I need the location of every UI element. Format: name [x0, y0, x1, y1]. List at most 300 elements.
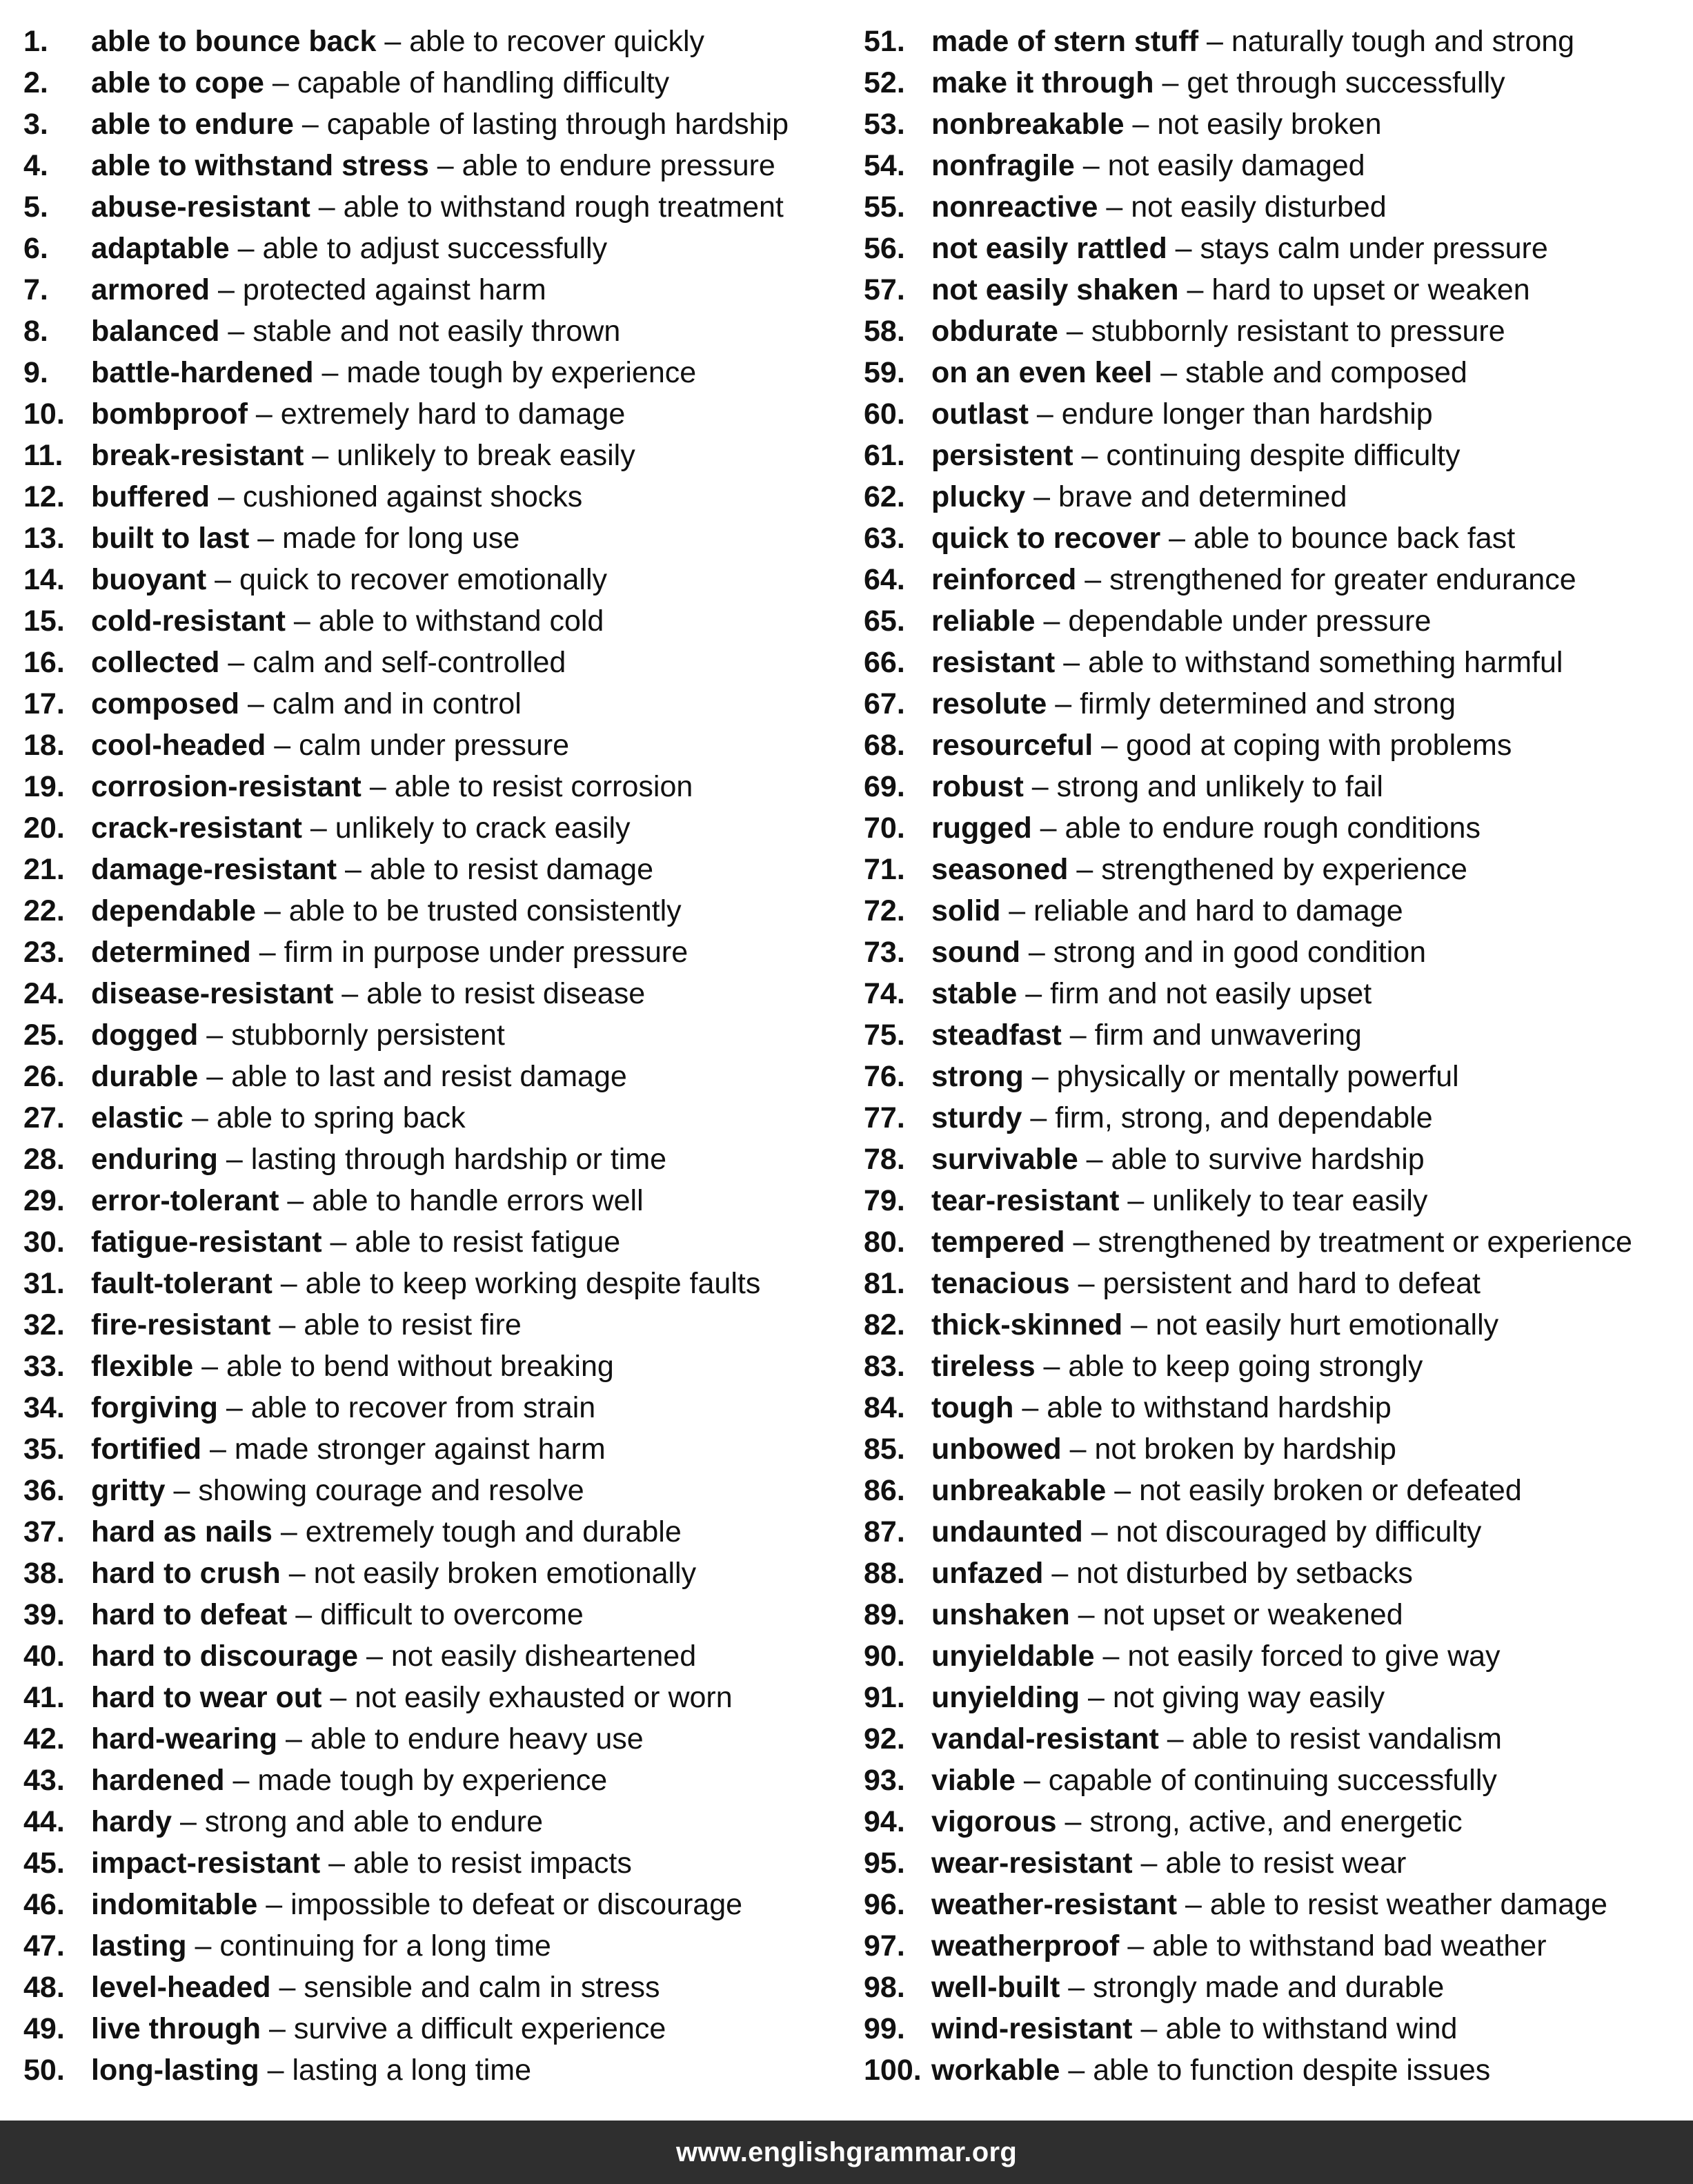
item-definition: not broken by hardship: [1094, 1433, 1396, 1466]
item-definition: able to be trusted consistently: [288, 894, 682, 927]
item-separator: –: [1154, 66, 1187, 99]
item-definition: able to bounce back fast: [1194, 522, 1516, 555]
item-separator: –: [337, 853, 370, 886]
item-separator: –: [1122, 1308, 1156, 1341]
item-separator: –: [1056, 1805, 1090, 1838]
item-term: robust: [931, 770, 1024, 803]
item-term: fire-resistant: [91, 1308, 271, 1341]
item-number: 6.: [23, 232, 48, 265]
item-term: unyieldable: [931, 1640, 1095, 1673]
item-definition: firm and unwavering: [1094, 1019, 1362, 1052]
item-number: 33.: [23, 1350, 65, 1383]
list-item: [23, 1677, 838, 1718]
item-number: 20.: [23, 811, 65, 845]
list-item: [864, 104, 1685, 145]
item-number: 61.: [864, 439, 905, 472]
list-item: [23, 849, 838, 890]
list-item: [23, 435, 838, 476]
item-term: able to bounce back: [91, 25, 377, 58]
item-definition: not easily hurt emotionally: [1155, 1308, 1499, 1341]
item-number: 68.: [864, 729, 905, 762]
item-term: adaptable: [91, 232, 230, 265]
list-item: [864, 890, 1685, 932]
item-separator: –: [1069, 1267, 1103, 1300]
item-number: 88.: [864, 1557, 905, 1590]
list-item: [23, 1842, 838, 1884]
list-item: [23, 352, 838, 393]
item-number: 43.: [23, 1764, 65, 1797]
item-number: 21.: [23, 853, 65, 886]
item-separator: –: [280, 1557, 314, 1590]
item-separator: –: [186, 1929, 220, 1962]
item-separator: –: [255, 894, 289, 927]
item-term: enduring: [91, 1143, 218, 1176]
item-number: 91.: [864, 1681, 905, 1714]
item-number: 94.: [864, 1805, 905, 1838]
item-number: 97.: [864, 1929, 905, 1962]
item-number: 45.: [23, 1847, 65, 1880]
item-number: 11.: [23, 439, 63, 472]
item-separator: –: [1094, 1640, 1128, 1673]
item-number: 29.: [23, 1184, 65, 1217]
item-number: 16.: [23, 646, 65, 679]
item-separator: –: [293, 108, 327, 141]
item-definition: firm, strong, and dependable: [1055, 1101, 1433, 1134]
item-definition: able to handle errors well: [312, 1184, 644, 1217]
list-item: [864, 62, 1685, 104]
item-separator: –: [1160, 522, 1194, 555]
list-item: [23, 269, 838, 311]
item-separator: –: [287, 1598, 321, 1631]
item-term: bombproof: [91, 397, 248, 431]
list-item: [23, 1884, 838, 1925]
item-number: 96.: [864, 1888, 905, 1921]
item-number: 90.: [864, 1640, 905, 1673]
item-number: 55.: [864, 190, 905, 224]
item-term: nonreactive: [931, 190, 1098, 224]
list-item: [864, 21, 1685, 62]
item-number: 69.: [864, 770, 905, 803]
item-number: 47.: [23, 1929, 65, 1962]
item-definition: able to withstand rough treatment: [343, 190, 784, 224]
list-item: [864, 2049, 1685, 2091]
item-number: 38.: [23, 1557, 65, 1590]
item-number: 28.: [23, 1143, 65, 1176]
item-number: 86.: [864, 1474, 905, 1507]
item-term: collected: [91, 646, 220, 679]
list-item: [23, 1097, 838, 1139]
item-term: on an even keel: [931, 356, 1153, 389]
item-definition: not disturbed by setbacks: [1076, 1557, 1413, 1590]
item-definition: able to last and resist damage: [231, 1060, 627, 1093]
item-definition: able to resist vandalism: [1191, 1722, 1502, 1755]
item-number: 23.: [23, 936, 65, 969]
list-item: [864, 1842, 1685, 1884]
item-separator: –: [376, 25, 410, 58]
item-separator: –: [1178, 273, 1212, 306]
item-number: 26.: [23, 1060, 65, 1093]
item-number: 27.: [23, 1101, 65, 1134]
item-number: 40.: [23, 1640, 65, 1673]
list-item: [864, 849, 1685, 890]
item-definition: quick to recover emotionally: [239, 563, 607, 596]
list-item: [864, 352, 1685, 393]
item-separator: –: [428, 149, 462, 182]
item-number: 32.: [23, 1308, 65, 1341]
list-item: [864, 766, 1685, 807]
item-separator: –: [1060, 1971, 1093, 2004]
item-number: 36.: [23, 1474, 65, 1507]
item-definition: reliable and hard to damage: [1033, 894, 1403, 927]
item-term: unyielding: [931, 1681, 1080, 1714]
item-separator: –: [1082, 1515, 1116, 1548]
item-term: tenacious: [931, 1267, 1070, 1300]
item-definition: stable and not easily thrown: [253, 315, 621, 348]
item-definition: stable and composed: [1185, 356, 1467, 389]
item-separator: –: [1152, 356, 1186, 389]
item-term: quick to recover: [931, 522, 1161, 555]
list-item: [864, 476, 1685, 518]
item-definition: brave and determined: [1058, 480, 1347, 513]
item-number: 7.: [23, 273, 48, 306]
item-number: 12.: [23, 480, 65, 513]
item-separator: –: [1069, 1598, 1103, 1631]
list-item: [23, 683, 838, 725]
item-separator: –: [1031, 811, 1065, 845]
item-number: 57.: [864, 273, 905, 306]
item-term: dogged: [91, 1019, 199, 1052]
item-number: 74.: [864, 977, 905, 1010]
list-item: [864, 1139, 1685, 1180]
item-term: composed: [91, 687, 240, 720]
item-number: 99.: [864, 2012, 905, 2045]
item-definition: not giving way easily: [1112, 1681, 1385, 1714]
item-number: 41.: [23, 1681, 65, 1714]
item-number: 34.: [23, 1391, 65, 1424]
item-separator: –: [321, 1681, 355, 1714]
item-definition: strongly made and durable: [1093, 1971, 1445, 2004]
item-separator: –: [1020, 936, 1053, 969]
item-definition: calm under pressure: [299, 729, 570, 762]
item-separator: –: [165, 1474, 199, 1507]
item-separator: –: [1065, 1226, 1098, 1259]
item-definition: good at coping with problems: [1126, 729, 1512, 762]
item-definition: not easily broken emotionally: [313, 1557, 697, 1590]
list-item: [23, 1428, 838, 1470]
item-term: hard-wearing: [91, 1722, 277, 1755]
list-item: [864, 1346, 1685, 1387]
footer-bar: [0, 2121, 1693, 2184]
item-term: hardened: [91, 1764, 225, 1797]
list-item: [864, 683, 1685, 725]
item-number: 92.: [864, 1722, 905, 1755]
item-definition: not easily forced to give way: [1127, 1640, 1501, 1673]
item-number: 65.: [864, 604, 905, 638]
item-definition: calm and self-controlled: [253, 646, 566, 679]
item-number: 100.: [864, 2054, 922, 2087]
list-item: [23, 1553, 838, 1594]
item-number: 77.: [864, 1101, 905, 1134]
list-item: [23, 642, 838, 683]
item-definition: made stronger against harm: [234, 1433, 606, 1466]
item-separator: –: [1061, 1433, 1095, 1466]
item-separator: –: [285, 604, 319, 638]
item-separator: –: [1023, 1060, 1057, 1093]
item-definition: calm and in control: [272, 687, 522, 720]
item-term: live through: [91, 2012, 261, 2045]
item-definition: continuing for a long time: [219, 1929, 551, 1962]
item-definition: stubbornly persistent: [231, 1019, 505, 1052]
item-definition: stays calm under pressure: [1200, 232, 1548, 265]
list-item: [23, 1346, 838, 1387]
item-definition: able to resist wear: [1165, 1847, 1407, 1880]
item-term: made of stern stuff: [931, 25, 1199, 58]
item-number: 87.: [864, 1515, 905, 1548]
item-definition: not easily broken: [1157, 108, 1382, 141]
list-item: [864, 1428, 1685, 1470]
list-item: [864, 1263, 1685, 1304]
item-term: viable: [931, 1764, 1016, 1797]
item-term: fortified: [91, 1433, 202, 1466]
item-separator: –: [198, 1060, 232, 1093]
item-term: elastic: [91, 1101, 184, 1134]
item-term: vandal-resistant: [931, 1722, 1159, 1755]
list-item: [23, 1594, 838, 1635]
item-separator: –: [277, 1722, 310, 1755]
item-term: break-resistant: [91, 439, 304, 472]
item-number: 4.: [23, 149, 48, 182]
item-definition: unlikely to crack easily: [335, 811, 631, 845]
item-separator: –: [1080, 1681, 1113, 1714]
item-separator: –: [1119, 1184, 1153, 1217]
item-term: tempered: [931, 1226, 1065, 1259]
item-term: unfazed: [931, 1557, 1044, 1590]
list-item: [23, 104, 838, 145]
item-definition: able to adjust successfully: [262, 232, 608, 265]
item-number: 54.: [864, 149, 905, 182]
item-separator: –: [1074, 149, 1108, 182]
list-item: [23, 1511, 838, 1553]
item-definition: strong and able to endure: [204, 1805, 544, 1838]
word-list-column-right: [864, 21, 1685, 2091]
item-term: damage-resistant: [91, 853, 337, 886]
item-number: 84.: [864, 1391, 905, 1424]
item-number: 58.: [864, 315, 905, 348]
list-item: [864, 1677, 1685, 1718]
item-term: hard to defeat: [91, 1598, 288, 1631]
item-number: 72.: [864, 894, 905, 927]
item-definition: able to recover from strain: [250, 1391, 596, 1424]
list-item: [23, 476, 838, 518]
item-separator: –: [1078, 1143, 1111, 1176]
item-term: indomitable: [91, 1888, 258, 1921]
list-item: [23, 393, 838, 435]
list-item: [23, 1056, 838, 1097]
item-number: 31.: [23, 1267, 65, 1300]
item-number: 66.: [864, 646, 905, 679]
item-separator: –: [224, 1764, 258, 1797]
item-term: durable: [91, 1060, 199, 1093]
list-item: [23, 1221, 838, 1263]
item-term: reinforced: [931, 563, 1077, 596]
item-term: plucky: [931, 480, 1026, 513]
item-definition: able to resist impacts: [353, 1847, 632, 1880]
item-definition: survive a difficult experience: [293, 2012, 666, 2045]
list-item: [23, 1635, 838, 1677]
item-term: nonfragile: [931, 149, 1075, 182]
item-term: impact-resistant: [91, 1847, 321, 1880]
item-definition: not easily damaged: [1107, 149, 1365, 182]
item-term: tireless: [931, 1350, 1036, 1383]
list-item: [864, 1635, 1685, 1677]
item-number: 80.: [864, 1226, 905, 1259]
item-separator: –: [1068, 853, 1102, 886]
item-separator: –: [1015, 1764, 1049, 1797]
item-definition: able to withstand bad weather: [1152, 1929, 1547, 1962]
list-item: [864, 559, 1685, 600]
item-term: not easily rattled: [931, 232, 1167, 265]
item-term: balanced: [91, 315, 220, 348]
list-item: [864, 807, 1685, 849]
item-definition: continuing despite difficulty: [1106, 439, 1461, 472]
item-definition: able to endure rough conditions: [1065, 811, 1481, 845]
item-separator: –: [1073, 439, 1107, 472]
item-term: buoyant: [91, 563, 207, 596]
item-definition: hard to upset or weaken: [1211, 273, 1530, 306]
item-number: 53.: [864, 108, 905, 141]
item-definition: able to resist fire: [304, 1308, 522, 1341]
footer-website-link[interactable]: www.englishgrammar.org: [675, 2136, 1018, 2167]
item-definition: unlikely to tear easily: [1152, 1184, 1428, 1217]
list-item: [23, 21, 838, 62]
item-number: 52.: [864, 66, 905, 99]
item-number: 71.: [864, 853, 905, 886]
list-item: [23, 518, 838, 559]
item-number: 5.: [23, 190, 48, 224]
list-item: [864, 435, 1685, 476]
list-item: [864, 145, 1685, 186]
item-number: 14.: [23, 563, 65, 596]
item-number: 51.: [864, 25, 905, 58]
list-item: [23, 1304, 838, 1346]
item-term: determined: [91, 936, 251, 969]
item-term: obdurate: [931, 315, 1058, 348]
list-item: [864, 600, 1685, 642]
item-definition: strengthened by treatment or experience: [1098, 1226, 1632, 1259]
item-term: able to cope: [91, 66, 264, 99]
list-item: [864, 269, 1685, 311]
item-term: level-headed: [91, 1971, 271, 2004]
item-separator: –: [272, 1515, 306, 1548]
item-separator: –: [257, 1888, 291, 1921]
item-definition: not easily disturbed: [1131, 190, 1387, 224]
item-separator: –: [193, 1350, 226, 1383]
list-item: [23, 1718, 838, 1760]
list-item: [23, 1014, 838, 1056]
item-term: make it through: [931, 66, 1154, 99]
item-term: unbreakable: [931, 1474, 1107, 1507]
item-definition: not easily broken or defeated: [1139, 1474, 1522, 1507]
item-term: resourceful: [931, 729, 1093, 762]
list-item: [23, 62, 838, 104]
item-term: well-built: [931, 1971, 1060, 2004]
list-item: [864, 1304, 1685, 1346]
item-separator: –: [1158, 1722, 1192, 1755]
list-item: [864, 186, 1685, 228]
item-term: able to endure: [91, 108, 294, 141]
item-definition: able to bend without breaking: [226, 1350, 614, 1383]
item-number: 89.: [864, 1598, 905, 1631]
item-number: 44.: [23, 1805, 65, 1838]
item-number: 56.: [864, 232, 905, 265]
item-term: fault-tolerant: [91, 1267, 273, 1300]
item-separator: –: [183, 1101, 217, 1134]
item-number: 79.: [864, 1184, 905, 1217]
list-item: [864, 393, 1685, 435]
item-separator: –: [1013, 1391, 1047, 1424]
item-number: 13.: [23, 522, 65, 555]
list-item: [23, 1967, 838, 2008]
item-separator: –: [1106, 1474, 1140, 1507]
item-number: 15.: [23, 604, 65, 638]
item-term: outlast: [931, 397, 1029, 431]
list-item: [864, 642, 1685, 683]
item-number: 39.: [23, 1598, 65, 1631]
item-term: cool-headed: [91, 729, 266, 762]
item-separator: –: [1028, 397, 1062, 431]
item-separator: –: [217, 1143, 251, 1176]
item-term: disease-resistant: [91, 977, 334, 1010]
item-term: flexible: [91, 1350, 194, 1383]
item-number: 19.: [23, 770, 65, 803]
list-item: [23, 1470, 838, 1511]
item-definition: able to withstand cold: [318, 604, 604, 638]
item-term: reliable: [931, 604, 1036, 638]
list-item: [864, 1387, 1685, 1428]
item-term: weatherproof: [931, 1929, 1120, 1962]
item-separator: –: [1035, 1350, 1069, 1383]
list-item: [864, 311, 1685, 352]
item-term: persistent: [931, 439, 1073, 472]
item-number: 67.: [864, 687, 905, 720]
item-term: stable: [931, 977, 1018, 1010]
item-term: unbowed: [931, 1433, 1062, 1466]
item-separator: –: [261, 2012, 294, 2045]
item-number: 42.: [23, 1722, 65, 1755]
item-definition: naturally tough and strong: [1231, 25, 1575, 58]
item-separator: –: [310, 190, 344, 224]
list-item: [864, 518, 1685, 559]
item-separator: –: [1098, 190, 1131, 224]
item-number: 81.: [864, 1267, 905, 1300]
item-definition: physically or mentally powerful: [1056, 1060, 1459, 1093]
item-term: hard to crush: [91, 1557, 281, 1590]
item-number: 10.: [23, 397, 65, 431]
item-separator: –: [361, 770, 395, 803]
item-term: weather-resistant: [931, 1888, 1178, 1921]
item-definition: able to resist damage: [369, 853, 654, 886]
item-separator: –: [1055, 646, 1089, 679]
item-separator: –: [272, 1267, 306, 1300]
item-separator: –: [1000, 894, 1034, 927]
item-number: 35.: [23, 1433, 65, 1466]
item-separator: –: [1177, 1888, 1210, 1921]
item-definition: showing courage and resolve: [198, 1474, 584, 1507]
item-separator: –: [217, 1391, 251, 1424]
item-definition: strong and unlikely to fail: [1056, 770, 1383, 803]
list-item: [23, 1263, 838, 1304]
item-separator: –: [198, 1019, 232, 1052]
